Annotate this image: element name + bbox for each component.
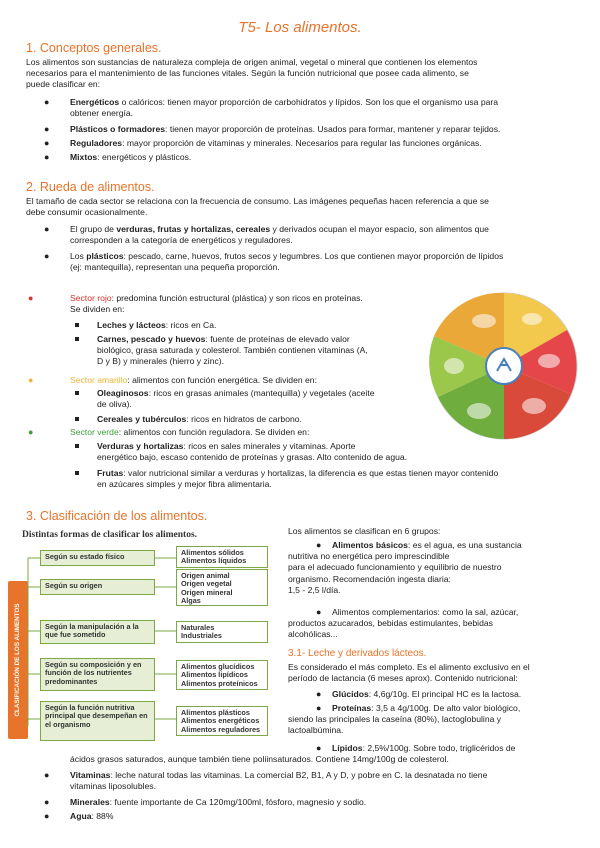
- bullet-icon: ●: [28, 427, 34, 437]
- diagram-side-bar: CLASIFICACIÓN DE LOS ALIMENTOS: [8, 581, 28, 739]
- bullet-icon: [75, 323, 79, 327]
- list-item: ● Vitaminas: leche natural todas las vitaminas. La comercial B2, B1, A y D, y pobre en C. la desnatada no tiene vitaminas liposolubles.: [44, 770, 488, 792]
- bullet-icon: ●: [44, 224, 50, 234]
- bullet-icon: [75, 471, 79, 475]
- milk-intro: Es considerado el más completo. Es el alimento exclusivo en el período de lactancia (6 meses aprox). Contenido nutricional:: [288, 662, 530, 684]
- bullet-icon: ●: [44, 124, 50, 134]
- section-1-heading: 1. Conceptos generales.: [26, 41, 162, 55]
- diagram-result: Naturales Industriales: [176, 621, 268, 643]
- list-item: ● Lípidos: 2,5%/100g. Sobre todo, triglicéridos de ácidos grasos saturados, aunque también tiene poliinsaturados. Contiene 14mg/100g de colesterol.: [70, 743, 516, 765]
- bullet-icon: ●: [316, 703, 322, 713]
- diagram-criterion: Según la manipulación a la que fue sometido: [40, 620, 155, 644]
- bullet-icon: [75, 337, 79, 341]
- list-item: ● Glúcidos: 4,6g/10g. El principal HC es la lactosa.: [316, 689, 522, 699]
- list-item: Oleaginosos: ricos en grasas animales (mantequilla) y vegetales (aceite de oliva).: [97, 388, 427, 410]
- list-item: ● Mixtos: energéticos y plásticos.: [44, 152, 192, 162]
- list-item: Verduras y hortalizas: ricos en sales minerales y vitaminas. Aporte energético bajo, escaso contenido de proteínas y grasas. Alto contenido de agua.: [97, 441, 577, 463]
- bullet-icon: ●: [44, 97, 50, 107]
- list-item: ● Minerales: fuente importante de Ca 120mg/100ml, fósforo, magnesio y sodio.: [44, 797, 367, 807]
- bullet-icon: ●: [44, 811, 50, 821]
- list-item: Cereales y tubérculos: ricos en hidratos de carbono.: [97, 414, 427, 425]
- groups-intro: Los alimentos se clasifican en 6 grupos:: [288, 526, 441, 536]
- section-2-heading: 2. Rueda de alimentos.: [26, 180, 155, 194]
- bullet-icon: ●: [316, 743, 322, 753]
- bullet-icon: ●: [44, 770, 50, 780]
- green-sector-item: ● Sector verde: alimentos con función reguladora. Se dividen en:: [28, 427, 310, 437]
- diagram-result: Alimentos sólidos Alimentos líquidos: [176, 546, 268, 568]
- list-item: ● Proteínas: 3,5 a 4g/100g. De alto valor biológico, siendo las principales la caseína (80%), lactoglobulina y lactoalbúmina.: [288, 703, 521, 736]
- list-item: ● El grupo de verduras, frutas y hortalizas, cereales y derivados ocupan el mayor espacio, son alimentos que corresponden a la categoría de energéticos y reguladores.: [44, 224, 489, 246]
- bullet-icon: ●: [28, 375, 34, 385]
- bullet-icon: ●: [44, 251, 50, 261]
- classification-diagram: [0, 526, 282, 756]
- bullet-icon: ●: [44, 138, 50, 148]
- section-2-intro: El tamaño de cada sector se relaciona con la frecuencia de consumo. Las imágenes pequeñas hacen referencia a que se debe consumir ocasionalmente.: [26, 196, 489, 218]
- diagram-result: Alimentos glucídicos Alimentos lipídicos Alimentos proteínicos: [176, 660, 268, 690]
- diagram-criterion: Según la función nutritiva principal que desempeñan en el organismo: [40, 701, 155, 741]
- bullet-icon: [75, 417, 79, 421]
- list-item: Leches y lácteos: ricos en Ca.: [97, 320, 427, 331]
- list-item: ● Alimentos básicos: es el agua, es una sustancia nutritiva no energética pero imprescindible para el adecuado funcionamiento y equilibrio de nuestro organismo. Recomendación ingesta diaria: 1,5 - 2,5 l/día.: [288, 540, 522, 595]
- list-item: ● Agua: 88%: [44, 811, 114, 821]
- section-3-heading: 3. Clasificación de los alimentos.: [26, 509, 208, 523]
- bullet-icon: ●: [316, 689, 322, 699]
- food-wheel-image: [424, 291, 584, 441]
- diagram-criterion: Según su origen: [40, 579, 155, 595]
- red-sector-item: ● Sector rojo: predomina función estructural (plástica) y son ricos en proteínas. Se dividen en:: [28, 293, 363, 315]
- diagram-result: Alimentos plásticos Alimentos energéticos Alimentos reguladores: [176, 706, 268, 736]
- list-item: Carnes, pescado y huevos: fuente de proteínas de elevado valor biológico, grasa saturada y colesterol. También contienen vitaminas (A, D y B) y minerales (hierro y zinc).: [97, 334, 427, 368]
- diagram-criterion: Según su composición y en función de los nutrientes predominantes: [40, 658, 155, 691]
- list-item: ● Alimentos complementarios: como la sal, azúcar, productos azucarados, bebidas estimulantes, bebidas alcohólicas...: [288, 607, 519, 640]
- yellow-sector-item: ● Sector amarillo: alimentos con función energética. Se dividen en:: [28, 375, 317, 385]
- list-item: ● Los plásticos: pescado, carne, huevos, frutos secos y legumbres. Los que contienen mayor proporción de lípidos (ej: mantequilla), representan una pequeña proporción.: [44, 251, 504, 273]
- diagram-criterion: Según su estado físico: [40, 550, 155, 566]
- bullet-icon: ●: [44, 797, 50, 807]
- page-title: T5- Los alimentos.: [238, 19, 362, 36]
- diagram-result: Origen animal Origen vegetal Origen mineral Algas: [176, 569, 268, 606]
- section-1-intro: Los alimentos son sustancias de naturaleza compleja de origen animal, vegetal o mineral que contienen los elementos necesarios para el mantenimiento de las funciones vitales. Según la función nutricional que posee cada alimento, se puede clasificar en:: [26, 57, 478, 90]
- bullet-icon: ●: [316, 540, 322, 550]
- list-item: ● Plásticos o formadores: tienen mayor proporción de proteínas. Usados para formar, mantener y reparar tejidos.: [44, 124, 501, 134]
- bullet-icon: [75, 444, 79, 448]
- list-item: ● Energéticos o calóricos: tienen mayor proporción de carbohidratos y lípidos. Son los que el organismo usa para obtener energía.: [44, 97, 499, 119]
- list-item: ● Reguladores: mayor proporción de vitaminas y minerales. Necesarios para regular las funciones orgánicas.: [44, 138, 482, 148]
- subsection-heading: 3.1- Leche y derivados lácteos.: [288, 648, 427, 659]
- bullet-icon: ●: [44, 152, 50, 162]
- bullet-icon: ●: [28, 293, 34, 303]
- diagram-title: Distintas formas de clasificar los alimentos.: [22, 530, 198, 540]
- bullet-icon: ●: [316, 607, 322, 617]
- list-item: Frutas: valor nutricional similar a verduras y hortalizas, la diferencia es que estas tienen mayor contenido en azúcares simples y mejor fibra alimentaria.: [97, 468, 577, 490]
- bullet-icon: [75, 391, 79, 395]
